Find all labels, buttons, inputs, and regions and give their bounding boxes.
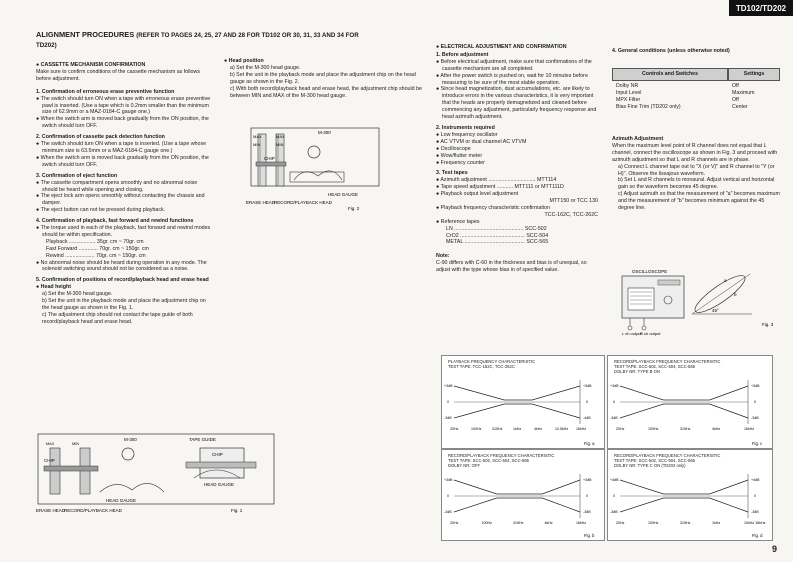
table-cell: MPX Filter: [616, 97, 641, 103]
table-header-settings: Settings: [728, 68, 780, 81]
figure-label: Fig. 2: [348, 206, 360, 211]
graph-fig-d: [607, 449, 773, 541]
figure-label: Fig. 1: [231, 508, 243, 513]
oscilloscope-label: OSCILLOSCOPE: [632, 269, 668, 274]
x-tick-label: 16kHz: [744, 427, 755, 431]
r-output-label: R ch output: [640, 331, 661, 336]
section-heading: 3. Confirmation of eject function: [36, 172, 118, 179]
min-label: MIN: [276, 142, 284, 147]
section-heading: 5. Confirmation of positions of record/playback head and erase head: [36, 277, 209, 284]
model-tab: TD102/TD202: [729, 0, 793, 16]
scope-screen: [628, 288, 654, 310]
upper-limit-line: [454, 386, 580, 400]
x-tick-label: 315Hz: [513, 521, 524, 525]
max-label: MAX: [276, 134, 285, 139]
x-tick-label: 1kHz: [712, 521, 721, 525]
step: a) Connect L channel tape out to "X (or V)" and R channel to "Y (or H)". Observe the lissajous waveform.: [618, 163, 775, 177]
column-mechanism: [36, 58, 214, 326]
x-tick-label: 315Hz: [680, 427, 691, 431]
bullet: ● The eject button can not be pressed during playback.: [36, 207, 166, 214]
step: c) Adjust azimuth so that the measurement of "a" becomes maximum and the measurement of "b" becomes minimum against the 45 degree line.: [618, 191, 780, 212]
head-gauge-label: HEAD GAUGE: [106, 498, 137, 503]
table-cell: Center: [732, 104, 748, 110]
b-label: b: [734, 292, 737, 297]
paragraph: Make sure to confirm conditions of the cassette mechanism as follows before adjustment.: [36, 68, 200, 82]
section-heading: 1. Confirmation of erroneous erase preventive function: [36, 88, 175, 95]
x-tick-label: 100Hz: [648, 521, 659, 525]
step: c) With both record/playback head and erase head, the adjustment chip should be between MIN and MAX of the M-300 head gauge.: [230, 85, 422, 99]
note-text: C-90 differs with C-60 in the thickness and bias is of unequal, so adjust with the type whose bias in of specified value.: [436, 260, 587, 274]
title-line2: TD202): [36, 42, 57, 49]
x-tick-label: 4kHz: [712, 427, 721, 431]
ref-tape-metal: METAL ......................................... SCC-565: [446, 239, 549, 246]
graph-plot: [442, 450, 604, 540]
figure-label: Fig. a: [584, 441, 595, 446]
y-label-right: -4dB: [583, 416, 591, 420]
bullet: ● Tape speed adjustment ........... MTT111 or MTT111D: [436, 184, 564, 191]
section-heading: ● CASSETTE MECHANISM CONFIRMATION: [36, 62, 146, 68]
chip-label: CHIP: [264, 156, 275, 161]
column-electrical: [436, 44, 598, 274]
page-number: 9: [771, 544, 777, 554]
x-tick-label: 4kHz: [544, 521, 553, 525]
chip-label: CHIP: [212, 452, 223, 457]
head-gauge-label: HEAD GAUGE: [328, 192, 359, 197]
bullet: ● No abnormal noise should be heard during operation in any mode. The solenoid switching sound should not be considered as a noise.: [36, 259, 207, 273]
section-heading: ● Head position: [224, 58, 264, 64]
graph-title: RECORD/PLAYBACK FREQUENCY CHARACTERISTIC TEST TAPE: SCC-502, SCC-504, SCC-565 DOLBY NR: TYPE C ON (TD202 only): [614, 453, 721, 468]
figure-1-head-gauge: [36, 432, 286, 526]
bullet: ● Oscilloscope: [436, 145, 471, 152]
title-ref: (REFER TO PAGES 24, 25, 27 AND 28 FOR TD102 OR 30, 31, 33 AND 34 FOR: [136, 32, 359, 39]
graph-fig-b: [441, 449, 605, 541]
x-tick-label: 20Hz: [616, 521, 625, 525]
bullet: ● When the switch arm is moved back gradually from the ON position, the switch should turn OFF.: [36, 116, 209, 130]
bullet: ● Wow/flutter meter: [436, 152, 483, 159]
table-cell: Dolby NR: [616, 83, 639, 89]
y-label-right: -3dB: [751, 510, 759, 514]
step: c) The adjustment chip should not contact the tape guide of both record/playback head and erase head.: [42, 311, 193, 325]
section-heading: 4. Confirmation of playback, fast forward and rewind functions: [36, 218, 194, 225]
y-label: 0: [613, 400, 615, 404]
column-head-position: [224, 58, 422, 99]
graph-plot: [608, 450, 772, 540]
chip-shape: [256, 162, 286, 166]
table-cell: Bias Fine Trim (TD202 only): [616, 104, 681, 110]
lower-limit-line: [620, 498, 748, 512]
table-col-controls: [616, 83, 726, 111]
y-label-right: 0: [754, 494, 756, 498]
x-tick-label: 315Hz: [680, 521, 691, 525]
y-label: +3dB: [610, 384, 619, 388]
torque-rew: Rewind .................... 70gr. cm ~ 150gr. cm: [46, 252, 146, 259]
torque-ff: Fast Forward ............. 70gr. cm ~ 150gr. cm: [46, 245, 149, 252]
min-label: MIN: [253, 142, 261, 147]
x-tick-label: 100Hz: [648, 427, 659, 431]
rec-head-label: RECORD/PLAYBACK HEAD: [274, 200, 332, 205]
y-label: +3dB: [444, 384, 453, 388]
bullet: ● Frequency counter: [436, 159, 485, 166]
torque-playback: Playback .................. 35gr. cm ~ 70gr. cm: [46, 238, 144, 245]
section-heading: 1. Before adjustment: [436, 51, 489, 58]
bullet: ● The torque used in each of the playback, fast forward and rewind modes should be within specification.: [36, 225, 211, 238]
bullet: ● Playback frequency characteristic confirmation: [436, 204, 550, 211]
graph-plot: [442, 356, 604, 448]
section-heading: ● ELECTRICAL ADJUSTMENT AND CONFIRMATION: [436, 44, 567, 50]
table-cell: Maximum: [732, 90, 755, 96]
upper-limit-line: [454, 480, 580, 494]
min-label: MIN: [72, 442, 79, 446]
section-heading: 3. Test tapes: [436, 170, 468, 177]
x-tick-label: 20Hz: [616, 427, 625, 431]
bullet: ● After the power switch is pushed on, wait for 10 minutes before measuring to be sure of the most stable operation.: [436, 72, 588, 86]
y-label: -3dB: [444, 416, 452, 420]
bullet: ● Reference tapes: [436, 218, 480, 225]
y-label: 0: [447, 400, 449, 404]
figure-label: Fig. 3: [762, 322, 774, 327]
table-col-settings: [732, 83, 778, 111]
y-label: -3dB: [610, 416, 618, 420]
a-label: a: [724, 278, 727, 283]
bullet: ● The cassette compartment opens smoothly and no abnormal noise should be heard while opening and closing.: [36, 179, 198, 193]
bullet: ● Low frequency oscillator: [436, 131, 498, 138]
y-label-right: 0: [586, 494, 588, 498]
figure-3-oscilloscope: [612, 268, 784, 340]
y-label-right: +3dB: [583, 384, 592, 388]
note-heading: Note:: [436, 253, 450, 260]
head-gauge-label: HEAD GAUGE: [204, 482, 235, 487]
column-conditions: [612, 48, 780, 55]
graph-plot: [608, 356, 772, 448]
chip-label: CHIP: [44, 458, 55, 463]
y-label-right: +4dB: [751, 478, 760, 482]
graph-title: RECORD/PLAYBACK FREQUENCY CHARACTERISTIC TEST TAPE: SCC-502, SCC-504, SCC-565 DOLBY NR: OFF: [448, 453, 555, 468]
step: a) Set the M-300 head gauge.: [42, 291, 113, 298]
table-cell: Off: [732, 83, 739, 89]
lower-limit-line: [454, 404, 580, 418]
y-label-right: +3dB: [583, 478, 592, 482]
graph-title: RECORD/PLAYBACK FREQUENCY CHARACTERISTIC TEST TAPE: SCC-502, SCC-504, SCC-565 DOLBY NR: TYPE B ON: [614, 359, 721, 374]
table-cell: Off: [732, 97, 739, 103]
section-heading: 4. General conditions (unless otherwise noted): [612, 48, 730, 54]
y-label-right: -3dB: [751, 416, 759, 420]
x-tick-label: 20Hz: [450, 427, 459, 431]
x-tick-label: 100Hz: [481, 521, 492, 525]
step: b) Set the unit in the playback mode and place the adjustment chip on the head gauge as shown in the Fig. 2.: [230, 71, 416, 85]
y-label-right: -3dB: [583, 510, 591, 514]
section-heading: Azimuth Adjustment: [612, 136, 664, 142]
figure-2-head-gauge: [246, 124, 392, 214]
y-label: +3dB: [444, 478, 453, 482]
graph-title: PLAYBACK FREQUENCY CHARACTERISTIC TEST TAPE: TCC-162C, TCC-262C: [448, 359, 536, 369]
azimuth-section: [612, 136, 780, 212]
figure-label: Fig. b: [584, 533, 595, 538]
bullet: ● The switch should turn ON when a tape with erroneous erase preventive pawl is inserted. (Use a tape which is 0.2mm smaller than the minimum size of 62.9mm or a MAZ-0184-C gauge one.): [36, 95, 211, 116]
erase-head-label: ERASE HEAD: [36, 508, 66, 513]
bullet: ● Before electrical adjustment, make sure that confirmations of the cassette mechanism are all completed.: [436, 58, 592, 72]
y-label: 0: [613, 494, 615, 498]
tape-guide-label: TAPE GUIDE: [189, 437, 216, 442]
y-label-right: 0: [586, 400, 588, 404]
lissajous-waveform: [691, 270, 749, 318]
table-header-controls: Controls and Switches: [612, 68, 728, 81]
x-tick-label: 10.5kHz: [555, 427, 569, 431]
y-label: 0: [447, 494, 449, 498]
bullet: ● When the switch arm is moved back gradually from the ON position, the switch should turn OFF.: [36, 154, 209, 168]
x-tick-label: 20Hz: [450, 521, 459, 525]
title-main: ALIGNMENT PROCEDURES: [36, 30, 135, 39]
x-tick-label: 315Hz: [492, 427, 503, 431]
y-label-right: 0: [754, 400, 756, 404]
paragraph: When the maximum level point of R channel does not equal that L channel, connect the oscilloscope as shown in Fig. 3 and proceed with azimuth adjustment so that L and R channels are in phase.: [612, 142, 778, 163]
y-label: -3dB: [610, 510, 618, 514]
rec-head-label: RECORD/PLAYBACK HEAD: [64, 508, 122, 513]
lower-limit-line: [620, 404, 748, 418]
max-label: MAX: [253, 134, 262, 139]
tape-value: MTT150 or TCC 130: [549, 198, 598, 205]
upper-limit-line: [620, 386, 748, 400]
x-tick-label: 16kHz: [576, 427, 587, 431]
bullet: ● The switch should turn ON when a tape is inserted. (Use a tape whose minimum size is 63.5mm or a MAZ-0184-C gauge one.): [36, 141, 207, 154]
erase-head-label: ERASE HEAD: [246, 200, 276, 205]
x-tick-label: 100Hz: [471, 427, 482, 431]
bullet: ● Since head magnetization, dust accumulations, etc. are likely to introduce errors in the various characteristics, it is very important that the heads are properly demagnetized and cleaned before commencing any adjustment, particularly frequency response and head azimuth adjustment.: [436, 86, 597, 121]
upper-limit-line: [620, 480, 748, 494]
gauge-label: M-300: [318, 130, 331, 135]
graph-fig-a: [441, 355, 605, 449]
gauge-label: M-300: [124, 437, 137, 442]
tape-value: TCC-162C, TCC-262C: [544, 211, 598, 218]
y-label: +4dB: [610, 478, 619, 482]
step: a) Set the M-300 head gauge.: [230, 64, 301, 71]
angle-label: 45°: [712, 308, 719, 313]
bullet: ● AC VTVM or dual channel AC VTVM: [436, 138, 527, 145]
ref-tape-cro2: CrO2 ............................................ SCC-504: [446, 232, 549, 239]
lower-limit-line: [454, 498, 580, 512]
bullet: ● The eject lock arm opens smoothly without contacting the chassis and damper.: [36, 193, 205, 207]
section-heading: 2. Confirmation of cassette pack detection function: [36, 134, 165, 141]
max-label: MAX: [46, 442, 55, 446]
figure-label: Fig. c: [752, 441, 763, 446]
conditions-table: [612, 68, 780, 118]
x-tick-label: 16kHz: [576, 521, 587, 525]
section-heading: 2. Instruments required: [436, 124, 495, 131]
ref-tape-ln: LN ............................................... SCC-502: [446, 225, 547, 232]
table-cell: Input Level: [616, 90, 642, 96]
step: b) Set L and R channels to monaural. Adjust vertical and horizontal gain so the waveform becomes 45 degree.: [618, 177, 775, 191]
graph-fig-c: [607, 355, 773, 449]
y-label: -3dB: [444, 510, 452, 514]
bullet: ● Playback output level adjustment: [436, 191, 519, 198]
x-tick-label: 10kHz 16kHz: [744, 521, 766, 525]
step: b) Set the unit in the playback mode and place the adjustment chip on the head gauge as shown in the Fig. 1.: [42, 298, 206, 311]
bullet: ● Head height: [36, 284, 71, 291]
gauge-circle: [308, 146, 320, 158]
x-tick-label: 4kHz: [534, 427, 543, 431]
bullet: ● Azimuth adjustment ................................ MTT114: [436, 177, 557, 184]
x-tick-label: 1kHz: [513, 427, 522, 431]
y-label-right: +3dB: [751, 384, 760, 388]
l-output-label: L ch output: [622, 331, 642, 336]
figure-label: Fig. d: [752, 533, 763, 538]
page-title: [36, 30, 436, 50]
